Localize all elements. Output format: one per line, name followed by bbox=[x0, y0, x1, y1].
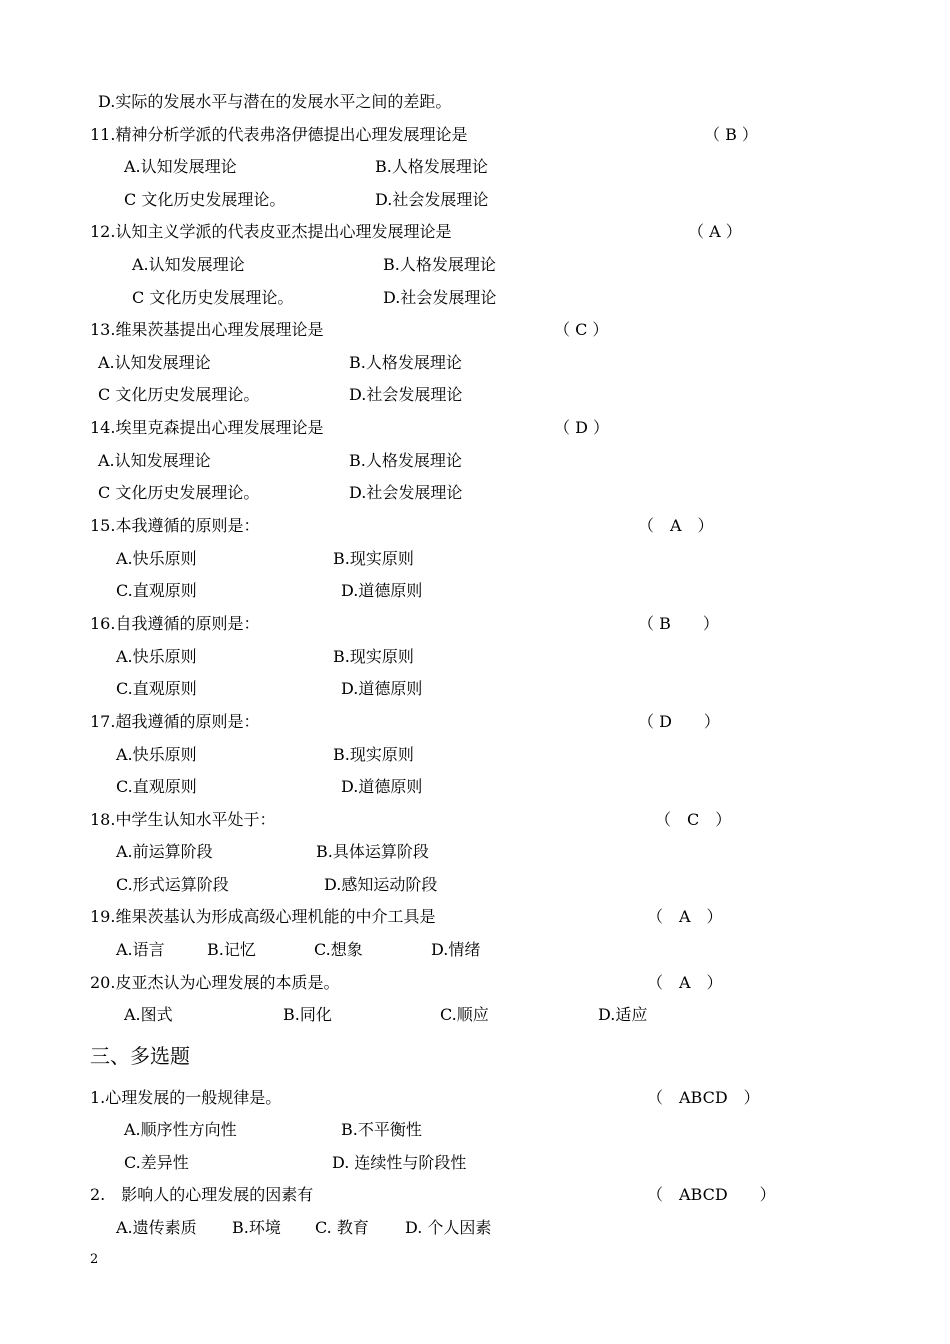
option-a: A.认知发展理论 bbox=[132, 255, 245, 274]
option-b: B.具体运算阶段 bbox=[316, 842, 429, 861]
question-text: 20.皮亚杰认为心理发展的本质是。 bbox=[90, 973, 340, 992]
answer-key: （ A ） bbox=[688, 222, 742, 241]
option-c: C.差异性 bbox=[124, 1153, 189, 1172]
option-b: B.人格发展理论 bbox=[383, 255, 496, 274]
answer-key: （ B ） bbox=[704, 125, 758, 144]
question-text: 2. 影响人的心理发展的因素有 bbox=[90, 1185, 314, 1204]
page-number: 2 bbox=[90, 1252, 99, 1267]
answer-key: （ A ） bbox=[647, 973, 723, 992]
option-b: B.人格发展理论 bbox=[349, 451, 462, 470]
option-a: A.前运算阶段 bbox=[116, 842, 213, 861]
option-d: D.适应 bbox=[598, 1005, 648, 1024]
question-text: 17.超我遵循的原则是： bbox=[90, 712, 260, 731]
option-c: C.直观原则 bbox=[116, 777, 197, 796]
answer-key: （ D ） bbox=[638, 712, 720, 731]
option-b: B.同化 bbox=[283, 1005, 332, 1024]
option-c: C.形式运算阶段 bbox=[116, 875, 229, 894]
option-d: D.社会发展理论 bbox=[349, 483, 463, 502]
text-line: D.实际的发展水平与潜在的发展水平之间的差距。 bbox=[98, 92, 452, 111]
option-d: D.社会发展理论 bbox=[383, 288, 497, 307]
answer-key: （ C ） bbox=[554, 320, 609, 339]
question-text: 19.维果茨基认为形成高级心理机能的中介工具是 bbox=[90, 907, 436, 926]
option-d: D.道德原则 bbox=[341, 581, 423, 600]
answer-key: （ C ） bbox=[655, 810, 732, 829]
option-a: A.快乐原则 bbox=[116, 549, 197, 568]
option-a: A.语言 bbox=[116, 940, 165, 959]
option-a: A.快乐原则 bbox=[116, 745, 197, 764]
option-a: A.遗传素质 bbox=[116, 1218, 197, 1237]
option-a: A.快乐原则 bbox=[116, 647, 197, 666]
question-text: 15.本我遵循的原则是： bbox=[90, 516, 260, 535]
option-d: D. 连续性与阶段性 bbox=[332, 1153, 467, 1172]
option-b: B.不平衡性 bbox=[341, 1120, 422, 1139]
option-d: D.情绪 bbox=[431, 940, 481, 959]
question-text: 13.维果茨基提出心理发展理论是 bbox=[90, 320, 324, 339]
answer-key: （ ABCD ） bbox=[647, 1088, 760, 1107]
answer-key: （ D ） bbox=[554, 418, 610, 437]
option-c: C 文化历史发展理论。 bbox=[124, 190, 286, 209]
option-b: B.现实原则 bbox=[333, 549, 414, 568]
answer-key: （ ABCD ） bbox=[647, 1185, 776, 1204]
option-b: B.记忆 bbox=[207, 940, 256, 959]
option-c: C.想象 bbox=[314, 940, 363, 959]
option-a: A.认知发展理论 bbox=[98, 451, 211, 470]
option-a: A.图式 bbox=[124, 1005, 173, 1024]
option-a: A.认知发展理论 bbox=[98, 353, 211, 372]
option-d: D.社会发展理论 bbox=[349, 385, 463, 404]
option-c: C 文化历史发展理论。 bbox=[98, 385, 260, 404]
option-b: B.现实原则 bbox=[333, 745, 414, 764]
option-b: B.现实原则 bbox=[333, 647, 414, 666]
question-text: 16.自我遵循的原则是： bbox=[90, 614, 260, 633]
option-a: A.认知发展理论 bbox=[124, 157, 237, 176]
option-b: B.人格发展理论 bbox=[349, 353, 462, 372]
option-b: B.环境 bbox=[232, 1218, 281, 1237]
option-c: C. 教育 bbox=[315, 1218, 369, 1237]
option-c: C.直观原则 bbox=[116, 581, 197, 600]
option-d: D.感知运动阶段 bbox=[324, 875, 438, 894]
option-d: D.社会发展理论 bbox=[375, 190, 489, 209]
question-text: 12.认知主义学派的代表皮亚杰提出心理发展理论是 bbox=[90, 222, 452, 241]
option-c: C 文化历史发展理论。 bbox=[98, 483, 260, 502]
section-title: 三、多选题 bbox=[90, 1044, 190, 1068]
question-text: 14.埃里克森提出心理发展理论是 bbox=[90, 418, 324, 437]
answer-key: （ A ） bbox=[638, 516, 714, 535]
option-c: C 文化历史发展理论。 bbox=[132, 288, 294, 307]
option-c: C.顺应 bbox=[440, 1005, 489, 1024]
option-b: B.人格发展理论 bbox=[375, 157, 488, 176]
option-c: C.直观原则 bbox=[116, 679, 197, 698]
option-d: D.道德原则 bbox=[341, 679, 423, 698]
question-text: 1.心理发展的一般规律是。 bbox=[90, 1088, 282, 1107]
option-a: A.顺序性方向性 bbox=[124, 1120, 237, 1139]
option-d: D.道德原则 bbox=[341, 777, 423, 796]
answer-key: （ B ） bbox=[638, 614, 719, 633]
question-text: 18.中学生认知水平处于： bbox=[90, 810, 276, 829]
answer-key: （ A ） bbox=[647, 907, 723, 926]
question-text: 11.精神分析学派的代表弗洛伊德提出心理发展理论是 bbox=[90, 125, 468, 144]
option-d: D. 个人因素 bbox=[405, 1218, 492, 1237]
